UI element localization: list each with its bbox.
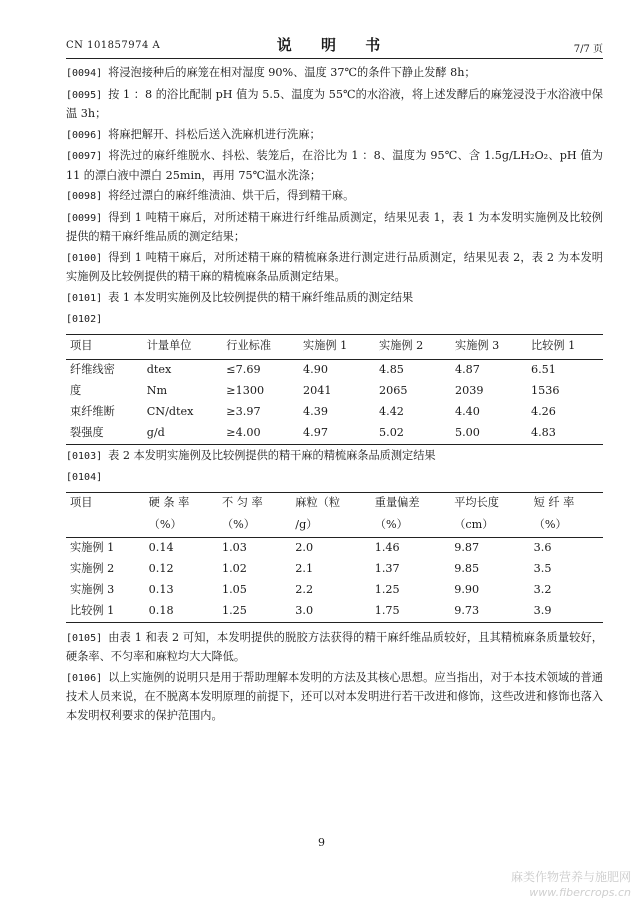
table-header-cell: 实施例 2 [375,334,451,359]
paragraph [66,86,603,124]
table-cell: 比较例 1 [70,603,115,617]
table-header-cell: （cm） [450,515,529,538]
table-cell: 2039 [455,383,484,397]
table-cell: CN/dtex [146,404,194,418]
table-row [66,601,603,623]
table-body [66,359,603,444]
table-header-cell [66,515,145,538]
paragraph-number: [0099] [66,212,103,224]
header-rule [66,58,603,59]
paragraph [66,468,603,488]
paragraph-group-2 [66,447,603,488]
table-row [66,580,603,601]
table-header-cell: 行业标准 [222,334,299,359]
table-cell: ≥1300 [226,383,265,397]
patent-number: CN 101857974 A [66,40,161,51]
page-number: 9 [318,836,325,849]
table-cell: 1536 [530,383,560,397]
watermark-text: 麻类作物营养与施肥网 [510,870,631,884]
table-header-cell: 实施例 3 [451,334,527,359]
paragraph-number: [0097] [66,151,103,162]
paragraph-number: [0102] [66,314,103,325]
table-cell: 1.05 [221,582,247,596]
table-cell: 4.42 [379,404,404,418]
paragraph-text: 表 2 本发明实施例及比较例提供的精干麻的精梳麻条品质测定结果 [108,448,436,462]
table-cell: 9.87 [454,540,480,554]
paragraph-number: [0101] [66,292,103,304]
table-cell: 5.02 [379,425,404,439]
table-cell: 4.90 [303,362,328,376]
paragraph-text: 将浸泡接种后的麻笼在相对湿度 90%、温度 37℃的条件下静止发酵 8h； [108,66,476,79]
table-row [66,359,603,381]
paragraph-number: [0103] [66,450,103,462]
paragraph [66,629,603,667]
table-cell: 裂强度 [70,425,104,439]
table-cell: 4.83 [530,425,556,439]
paragraph [66,64,603,84]
table-cell: 1.25 [374,582,400,596]
table-cell: ≥3.97 [226,404,261,418]
table-header-cell: 实施例 1 [299,334,375,359]
table-header-cell: 短 纤 率 [533,496,575,510]
table-row [66,537,603,559]
table-cell: 束纤维断 [70,404,115,418]
table-header-cell: 平均长度 [454,496,499,510]
table-cell: 4.85 [379,362,404,376]
table-cell: 1.75 [374,603,400,617]
page-header [66,34,603,54]
table-header-cell: 比较例 1 [527,334,603,359]
table-header-cell: 重量偏差 [374,496,420,510]
paragraph-text: 按 1 ：8 的浴比配制 pH 值为 5.5、温度为 55℃的水浴液，将上述发酵后的麻笼浸没于水浴液中保温 3h； [66,87,603,120]
paragraph-number: [0100] [66,252,103,264]
page-title: 说 明 书 [276,36,393,54]
table-cell: 4.97 [303,425,328,439]
table-header-cell: 硬 条 率 [148,496,190,510]
paragraph-group-1 [66,64,603,330]
table-cell: 4.39 [303,404,328,418]
paragraph [66,147,603,185]
table-row [66,381,603,402]
table-cell: 9.73 [454,603,480,617]
table-cell: 1.25 [221,603,247,617]
table-cell: 3.9 [533,603,552,617]
table-cell: 1.37 [374,561,400,575]
paragraph-number: [0098] [66,191,103,202]
table-cell: 2.0 [295,540,314,554]
paragraph [66,289,603,309]
paragraph-text: 以上实施例的说明只是用于帮助理解本发明的方法及其核心思想。应当指出，对于本技术领域的普通技术人员来说，在不脱离本发明原理的前提下，还可以对本发明进行若干改进和修饰，这些改进和修饰也落入本发明权利要求的保护范围内。 [66,670,604,722]
table-header-cell: 项目 [66,334,143,359]
paragraph [66,310,603,330]
table-cell: 度 [70,383,82,397]
table-cell: 1.02 [221,561,247,575]
paragraph-number: [0105] [66,632,103,644]
table-cell: 4.87 [455,362,480,376]
table-cell: 纤维线密 [70,362,115,376]
table-cell: g/d [146,425,165,439]
paragraph [66,249,603,287]
table-cell: Nm [146,383,168,397]
table-cell: 2065 [379,383,408,397]
paragraph-number: [0104] [66,472,103,483]
table-header-cell: 不 匀 率 [221,496,263,510]
table-header-cell: /g） [291,515,370,538]
paragraph [66,126,603,146]
paragraph-number: [0096] [66,129,103,141]
document-body [66,64,603,727]
table-cell: ≤7.69 [226,362,261,376]
table-subheader-row [66,515,603,538]
table-header-row [66,334,603,359]
table-cell: 2.2 [295,582,314,596]
paragraph-number: [0106] [66,672,103,684]
paragraph [66,447,603,467]
paragraph-text: 将经过漂白的麻纤维渍油、烘干后，得到精干麻。 [108,189,355,202]
table-cell: 实施例 2 [70,561,115,575]
table-body [66,537,603,622]
table-header-cell: 麻粒（粒 [295,496,341,510]
table-cell: 9.90 [454,582,480,596]
paragraph-text: 将洗过的麻纤维脱水、抖松、装笼后，在浴比为 1 ：8、温度为 95℃、含 1.5g/LH₂O₂、pH 值为 11 的漂白液中漂白 25min，再用 75℃温水洗涤； [66,149,603,182]
table-cell: 4.40 [455,404,480,418]
paragraph-group-3 [66,629,603,726]
table-cell: 1.46 [374,540,400,554]
paragraph-number: [0094] [66,68,103,79]
paragraph [66,187,603,207]
paragraph-text: 由表 1 和表 2 可知，本发明提供的脱胶方法获得的精干麻纤维品质较好，且其精梳麻条质量较好，硬条率、不匀率和麻粒均大大降低。 [66,630,603,663]
table-header-cell: 计量单位 [143,334,223,359]
table-cell: 9.85 [454,561,480,575]
table-row [66,559,603,580]
table-header-cell: （%） [218,515,291,538]
table-header-cell: （%） [530,515,603,538]
table-header-cell: （%） [145,515,218,538]
watermark-url: www.fibercrops.cn [529,886,631,899]
table-cell: 0.18 [148,603,174,617]
table-cell: 3.6 [533,540,552,554]
table-cell: 5.00 [455,425,480,439]
table-cell: dtex [146,362,172,376]
table-cell: 4.26 [530,404,556,418]
table-header-row [66,492,603,515]
paragraph-text: 得到 1 吨精干麻后，对所述精干麻的精梳麻条进行测定进行品质测定，结果见表 2，表 2 为本发明实施例及比较例提供的精干麻的精梳麻条品质测定结果。 [66,250,603,283]
table-cell: 3.2 [533,582,552,596]
table-cell: 0.13 [148,582,174,596]
table-cell: 0.12 [148,561,174,575]
table-cell: 实施例 1 [70,540,115,554]
paragraph-text: 将麻把解开、抖松后送入洗麻机进行洗麻； [108,127,321,141]
table-cell: ≥4.00 [226,425,261,439]
table-cell: 2041 [303,383,332,397]
table-cell: 实施例 3 [70,582,115,596]
table-cell: 3.5 [533,561,552,575]
paragraph [66,209,603,247]
paragraph-text: 表 1 本发明实施例及比较例提供的精干麻纤维品质的测定结果 [108,290,414,304]
table-cell: 2.1 [295,561,314,575]
table-row [66,402,603,423]
table-1 [66,334,603,445]
table-header-cell: 项目 [70,496,93,510]
paragraph [66,669,603,726]
table-header-cell: （%） [371,515,450,538]
table-cell: 0.14 [148,540,174,554]
paragraph-number: [0095] [66,89,103,101]
table-cell: 1.03 [221,540,247,554]
table-row [66,423,603,445]
table-cell: 6.51 [530,362,556,376]
page-count: 7/7 页 [573,44,603,55]
paragraph-text: 得到 1 吨精干麻后，对所述精干麻进行纤维品质测定，结果见表 1，表 1 为本发明实施例及比较例提供的精干麻纤维品质的测定结果； [66,210,603,243]
table-cell: 3.0 [295,603,314,617]
table-2 [66,492,603,623]
